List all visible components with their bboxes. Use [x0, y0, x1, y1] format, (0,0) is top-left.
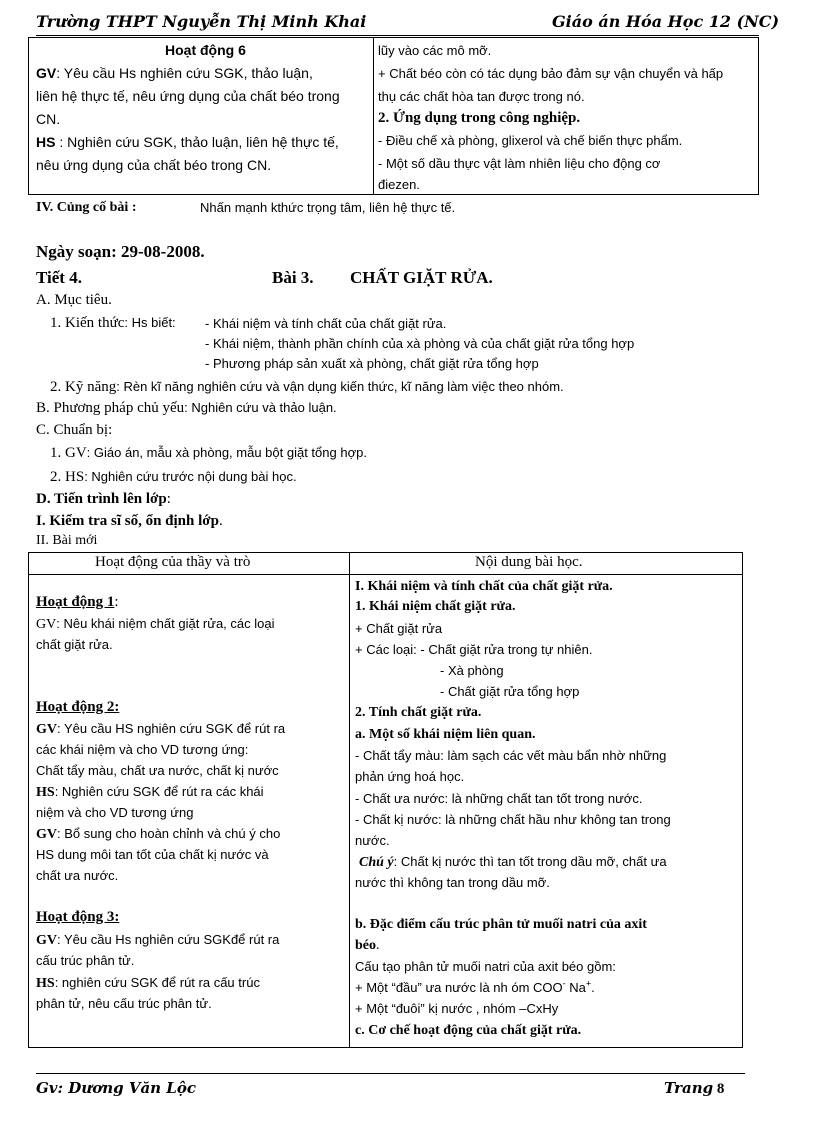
method-line: B. Phương pháp chủ yếu: Nghiên cứu và thảo luận.	[36, 400, 337, 416]
sec1-heading: I. Khái niệm và tính chất của chất giặt rửa.	[355, 579, 613, 594]
prep-hs-line: 2. HS: Nghiên cứu trước nội dung bài học.	[50, 469, 297, 485]
sec-b-heading2: béo.	[355, 938, 380, 953]
new-lesson-label: II. Bài mới	[36, 533, 98, 548]
top-left-gv-line3: CN.	[36, 111, 61, 127]
process-line: D. Tiến trình lên lớp:	[36, 491, 171, 507]
lesson-title: CHẤT GIẶT RỬA.	[350, 268, 493, 287]
right-line-r12: + Một “đuôi” kị nước , nhóm –CxHy	[355, 1001, 559, 1016]
act3-gv: GV: Yêu cầu Hs nghiên cứu SGKđể rút ra	[36, 932, 280, 948]
top-right-line3: thụ các chất hòa tan được trong nó.	[378, 89, 585, 104]
footer-teacher: Gv: Dương Văn Lộc	[36, 1079, 196, 1097]
top-left-gv-line2: liên hệ thực tế, nêu ứng dụng của chất béo trong	[36, 88, 340, 104]
header-school: Trường THPT Nguyễn Thị Minh Khai	[36, 12, 367, 31]
act2-title: Hoạt động 2:	[36, 699, 120, 715]
period-label: Tiết 4.	[36, 268, 82, 287]
knowledge-item-2: - Khái niệm, thành phần chính của xà phòng và của chất giặt rửa tổng hợp	[205, 336, 635, 351]
consolidation-text: Nhấn mạnh kthức trọng tâm, liên hệ thực tế.	[200, 200, 456, 215]
right-line-r3: - Xà phòng	[440, 663, 504, 678]
objectives-label: A. Mục tiêu.	[36, 292, 112, 308]
act3-gv-line2: cấu trúc phân tử.	[36, 953, 135, 968]
check-line: I. Kiểm tra sĩ số, ổn định lớp.	[36, 513, 223, 529]
footer-rule	[36, 1073, 745, 1074]
top-left-hs: HS : Nghiên cứu SGK, thảo luận, liên hệ thực tế,	[36, 134, 339, 150]
sec1-1-heading: 1. Khái niệm chất giặt rửa.	[355, 599, 516, 614]
lesson-number: Bài 3.	[272, 268, 314, 287]
main-header-right: Nội dung bài học.	[475, 554, 583, 570]
knowledge-line: 1. Kiến thức: Hs biết:	[50, 315, 176, 331]
sec1-2a-heading: a. Một số khái niệm liên quan.	[355, 727, 536, 742]
prep-gv-line: 1. GV: Giáo án, mẫu xà phòng, mẫu bột giặt tổng hợp.	[50, 445, 367, 461]
consolidation-label: IV. Củng cố bài :	[36, 200, 137, 215]
right-line-r2: + Các loại: - Chất giặt rửa trong tự nhiên.	[355, 642, 593, 657]
act3-title: Hoạt động 3:	[36, 909, 120, 925]
act2-gv2: GV: Bổ sung cho hoàn chỉnh và chú ý cho	[36, 826, 281, 842]
right-line-r1: + Chất giặt rửa	[355, 621, 443, 636]
right-line-r10: Cấu tạo phân tử muối natri của axit béo gồm:	[355, 959, 616, 974]
sec-c-heading: c. Cơ chế hoạt động của chất giặt rửa.	[355, 1023, 582, 1038]
header-subject: Giáo án Hóa Học 12 (NC)	[552, 12, 780, 31]
right-line-r6: phản ứng hoá học.	[355, 769, 465, 784]
main-header-left: Hoạt động của thầy và trò	[95, 554, 251, 570]
top-right-line6: điezen.	[378, 177, 420, 192]
top-right-heading: 2. Ứng dụng trong công nghiệp.	[378, 110, 581, 126]
sec1-2-heading: 2. Tính chất giặt rửa.	[355, 705, 482, 720]
act2-gv-line2: các khái niệm và cho VD tương ứng:	[36, 742, 249, 757]
top-right-line5: - Một số dầu thực vật làm nhiên liệu cho động cơ	[378, 156, 661, 171]
top-left-title: Hoạt động 6	[165, 42, 246, 58]
right-line-r11: + Một “đầu” ưa nước là nh óm COO- Na+.	[355, 978, 595, 995]
top-left-hs-line2: nêu ứng dụng của chất béo trong CN.	[36, 157, 272, 173]
knowledge-item-1: - Khái niệm và tính chất của chất giặt rửa.	[205, 316, 447, 331]
act2-hs-line2: niệm và cho VD tương ứng	[36, 805, 194, 820]
note-line2: nước thì không tan trong dầu mỡ.	[355, 875, 550, 890]
act2-gv2-line2: HS dung môi tan tốt của chất kị nước và	[36, 847, 269, 862]
act3-hs-line2: phân tử, nêu cấu trúc phân tử.	[36, 996, 212, 1011]
act1-title: Hoạt động 1:	[36, 594, 119, 610]
act2-hs: HS: Nghiên cứu SGK để rút ra các khái	[36, 784, 264, 800]
top-right-line2: + Chất béo còn có tác dụng bảo đảm sự vận chuyển và hấp	[378, 66, 724, 81]
main-table-divider	[349, 552, 350, 1048]
top-left-gv: GV: Yêu cầu Hs nghiên cứu SGK, thảo luận,	[36, 65, 313, 81]
skills-line: 2. Kỹ năng: Rèn kĩ năng nghiên cứu và vận dụng kiến thức, kĩ năng làm việc theo nhóm.	[50, 379, 564, 395]
header-rule	[36, 35, 759, 36]
act1-gv: GV: Nêu khái niệm chất giặt rửa, các loại	[36, 616, 275, 632]
top-table-divider	[373, 37, 374, 195]
right-line-r5: - Chất tẩy màu: làm sạch các vết màu bẩn nhờ những	[355, 748, 667, 763]
act3-hs: HS: nghiên cứu SGK để rút ra cấu trúc	[36, 975, 260, 991]
right-line-r9: nước.	[355, 833, 390, 848]
sec-b-heading: b. Đặc điểm cấu trúc phân tử muối natri của axit	[355, 917, 647, 932]
right-line-r7: - Chất ưa nước: là những chất tan tốt trong nước.	[355, 791, 643, 806]
note-line: Chú ý: Chất kị nước thì tan tốt trong dầu mỡ, chất ưa	[359, 854, 667, 870]
right-line-r4: - Chất giặt rửa tổng hợp	[440, 684, 580, 699]
act2-gv-line3: Chất tẩy màu, chất ưa nước, chất kị nước	[36, 763, 279, 778]
main-table-header-rule	[28, 574, 743, 575]
knowledge-item-3: - Phương pháp sản xuất xà phòng, chất giặt rửa tổng hợp	[205, 356, 539, 371]
date-label: Ngày soạn: 29-08-2008.	[36, 242, 205, 261]
prep-label: C. Chuẩn bị:	[36, 422, 113, 438]
top-right-line4: - Điều chế xà phòng, glixerol và chế biến thực phẩm.	[378, 133, 683, 148]
act2-gv: GV: Yêu cầu HS nghiên cứu SGK để rút ra	[36, 721, 286, 737]
top-right-line1: lũy vào các mô mỡ.	[378, 43, 492, 58]
right-line-r8: - Chất kị nước: là những chất hầu như không tan trong	[355, 812, 671, 827]
footer-page: Trang 8	[664, 1079, 725, 1097]
act1-line2: chất giặt rửa.	[36, 637, 113, 652]
act2-gv2-line3: chất ưa nước.	[36, 868, 119, 883]
